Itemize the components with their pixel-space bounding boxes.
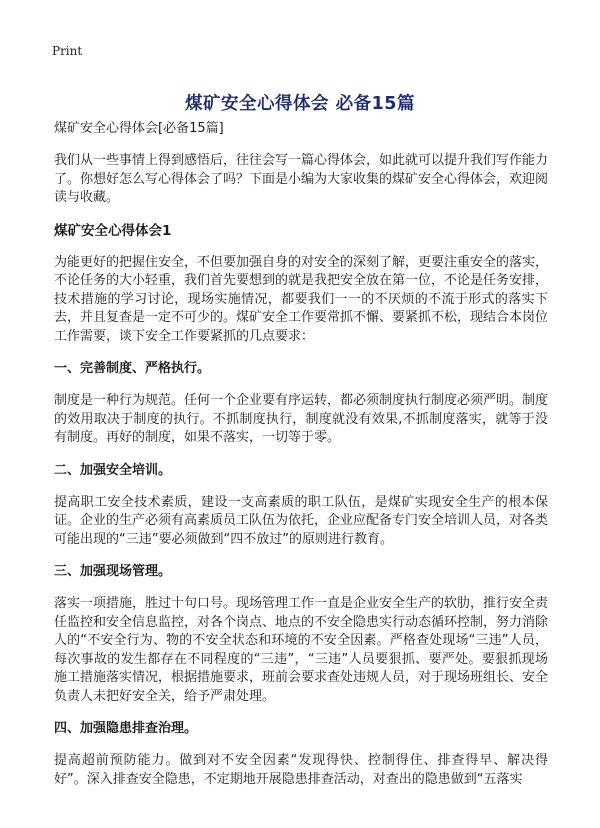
document-subtitle: 煤矿安全心得体会[必备15篇] — [54, 121, 224, 136]
section-paragraph: 提高超前预防能力。做到对不安全因素“发现得快、控制得住、排查得早、解决得好”。深入排查安全隐患，不定期地开展隐患排查活动，对查出的隐患做到“五落实 — [54, 753, 548, 787]
section-heading: 三、加强现场管理。 — [54, 564, 172, 579]
section-heading: 二、加强安全培训。 — [54, 462, 172, 478]
section-paragraph: 制度是一种行为规范。任何一个企业要有序运转，都必须制度执行制度必须严明。制度的效用取决于制度的执行。不抓制度执行，制度就没有效果,不抓制度落实，就等于没有制度。再好的制度，如果不落实，一切等于零。 — [54, 393, 549, 445]
section-heading: 一、完善制度、严格执行。 — [54, 361, 211, 376]
section-heading: 四、加强隐患排查治理。 — [54, 721, 198, 736]
section-paragraph: 提高职工安全技术素质，建设一支高素质的职工队伍，是煤矿实现安全生产的根本保证。企业的生产必须有高素质员工队伍为依托，企业应配备专门安全培训人员，对各类可能出现的“三违”要必须做到“四不放过”的原则进行教育。 — [54, 494, 549, 547]
page-title: 煤矿安全心得体会 必备15篇 — [185, 93, 415, 114]
section-paragraph: 落实一项措施，胜过十句口号。现场管理工作一直是企业安全生产的软肋，推行安全责任监控和安全信息监控，对各个岗点、地点的不安全隐患实行动态循环控制，努力消除人的“不安全行为、物的不安全状态和环境的不安全因素。严格查处现场“三违”人员，每次事故的发生都存在不同程度的“三违”，“三违”人员要狠抓、要严处。要狠抓现场施工措施落实情况，根据措施要求，班前会要求查处违规人员，对于现场班组长、安全负责人未把好安全关，给予严肃处理。 — [54, 596, 549, 704]
intro-paragraph: 我们从一些事情上得到感悟后，往往会写一篇心得体会，如此就可以提升我们写作能力了。你想好怎么写心得体会了吗？下面是小编为大家收集的煤矿安全心得体会，欢迎阅读与收藏。 — [54, 153, 549, 205]
document-body — [54, 120, 548, 803]
article-intro-paragraph: 为能更好的把握住安全，不但要加强自身的对安全的深刻了解，更要注重安全的落实，不论任务的大小轻重，我们首先要想到的就是我把安全放在第一位，不论是任务安排，技术措施的学习讨论，现场实施情况，都要我们一一的不厌烦的不流于形式的落实下去，并且复查是一定不可少的。煤矿安全工作要常抓不懈、要紧抓不松，现结合本岗位工作需要，谈下安全工作要紧抓的几点要求： — [54, 254, 549, 344]
print-link[interactable]: Print — [52, 44, 83, 58]
article-heading: 煤矿安全心得体会1 — [54, 222, 172, 239]
